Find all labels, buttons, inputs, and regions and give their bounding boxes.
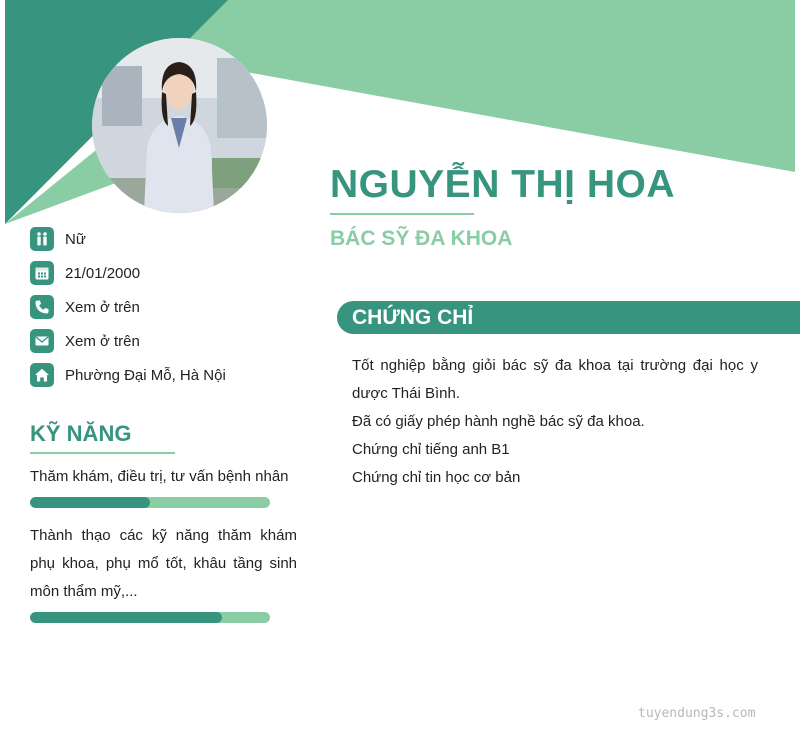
skills-underline	[30, 452, 175, 454]
contact-birthdate	[30, 256, 310, 290]
job-title: BÁC SỸ ĐA KHOA	[330, 227, 513, 250]
contact-gender	[30, 222, 310, 256]
skills-title: KỸ NĂNG	[30, 421, 132, 446]
address-text: Phường Đại Mỗ, Hà Nội	[65, 366, 226, 384]
certificates-title: CHỨNG CHỈ	[352, 306, 474, 329]
skill-text: Thành thạo các kỹ năng thăm khám phụ khoa, phụ mổ tốt, khâu tầng sinh môn thẩm mỹ,...	[30, 527, 297, 600]
contact-phone	[30, 290, 310, 324]
calendar-icon	[30, 261, 54, 285]
email-text: Xem ở trên	[65, 332, 140, 350]
skill-item	[30, 522, 297, 623]
certificate-item: Chứng chỉ tiếng anh B1	[352, 441, 510, 458]
profile-photo	[92, 38, 267, 213]
skill-level-fill	[30, 612, 222, 623]
skill-item	[30, 463, 297, 508]
phone-text: Xem ở trên	[65, 298, 140, 316]
skill-level-bar	[30, 497, 270, 508]
skill-level-bar	[30, 612, 270, 623]
candidate-name: NGUYỄN THỊ HOA	[330, 163, 676, 206]
gender-text: Nữ	[65, 230, 86, 248]
phone-icon	[30, 295, 54, 319]
watermark: tuyendung3s.com	[638, 706, 756, 721]
contact-email	[30, 324, 310, 358]
name-underline	[330, 213, 474, 215]
skill-level-fill	[30, 497, 150, 508]
certificates-header	[337, 301, 800, 334]
certificate-item: Chứng chỉ tin học cơ bản	[352, 469, 521, 486]
contact-info	[30, 222, 310, 392]
certificate-item: Đã có giấy phép hành nghề bác sỹ đa khoa.	[352, 413, 645, 430]
email-icon	[30, 329, 54, 353]
skill-text: Thăm khám, điều trị, tư vấn bệnh nhân	[30, 468, 289, 485]
contact-address	[30, 358, 310, 392]
home-icon	[30, 363, 54, 387]
birthdate-text: 21/01/2000	[65, 264, 141, 282]
certificate-item: Tốt nghiệp bằng giỏi bác sỹ đa khoa tại trường đại học y dược Thái Bình.	[352, 357, 758, 402]
certificates-list	[352, 352, 758, 492]
skills-list	[30, 463, 297, 637]
gender-icon	[30, 227, 54, 251]
